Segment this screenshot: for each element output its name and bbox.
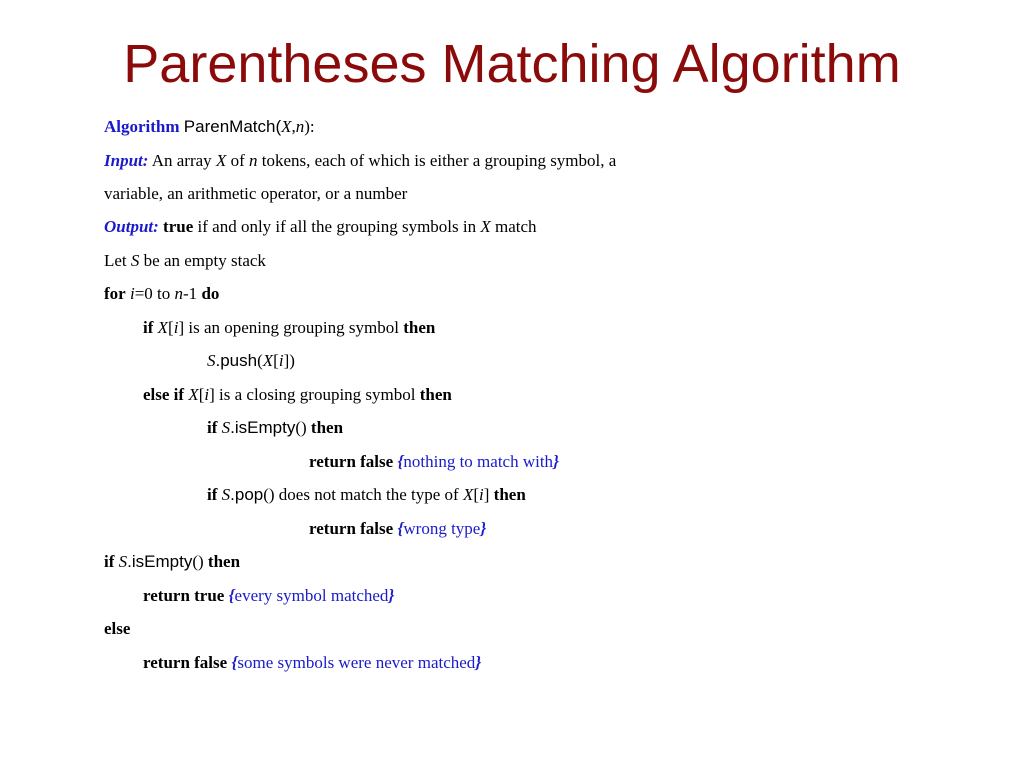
- var-x: X: [188, 385, 199, 404]
- then-keyword: then: [419, 385, 452, 404]
- then-keyword: then: [403, 318, 436, 337]
- comment-brace-close: }: [475, 653, 482, 672]
- var-s: S: [207, 351, 216, 370]
- paren-pair: (): [192, 552, 204, 571]
- var-s: S: [221, 418, 231, 437]
- return-false-keyword: return false: [309, 519, 394, 538]
- bracket-open: [: [273, 351, 279, 370]
- loop-var-i: i: [129, 284, 135, 303]
- return-true-line: [143, 585, 394, 607]
- comment-text: wrong type: [403, 519, 481, 538]
- bracket-close: ]: [483, 485, 490, 504]
- var-s: S: [118, 552, 128, 571]
- if-pop-line: [207, 484, 526, 506]
- stack-init-text-1: Let: [104, 251, 131, 270]
- if-keyword: if: [104, 552, 115, 571]
- stack-init-text-2: be an empty stack: [139, 251, 266, 270]
- for-loop-line: [104, 283, 219, 305]
- then-keyword: then: [310, 418, 344, 437]
- var-x: X: [157, 318, 169, 337]
- var-i: i: [173, 318, 179, 337]
- stack-var-s: S: [130, 251, 140, 270]
- bracket-paren-close: ]): [283, 351, 295, 370]
- input-continuation-text: variable, an arithmetic operator, or a number: [104, 184, 408, 203]
- stack-init-line: [104, 250, 266, 272]
- param-x: X: [281, 117, 292, 136]
- param-separator: ,: [291, 117, 296, 136]
- return-false-never-line: [143, 652, 481, 674]
- push-method: .push: [215, 351, 258, 370]
- param-close: ):: [304, 117, 315, 136]
- if-keyword: if: [207, 418, 218, 437]
- var-i: i: [278, 351, 284, 370]
- paren-open: (: [257, 351, 263, 370]
- var-s: S: [221, 485, 231, 504]
- comment-text: every symbol matched: [234, 586, 389, 605]
- loop-text-1: =0 to: [134, 284, 175, 303]
- bracket-close: ]: [178, 318, 185, 337]
- if-opening-text: is an opening grouping symbol: [184, 318, 404, 337]
- pop-method: .pop: [230, 485, 264, 504]
- input-text-3: tokens, each of which is either a grouping symbol, a: [257, 151, 617, 170]
- comment-text: some symbols were never matched: [237, 653, 476, 672]
- output-label: Output:: [104, 217, 159, 236]
- output-var-x: X: [480, 217, 491, 236]
- then-keyword: then: [493, 485, 526, 504]
- bracket-open: [: [473, 485, 479, 504]
- comment-brace-close: }: [480, 519, 487, 538]
- param-n: n: [295, 117, 305, 136]
- var-x: X: [462, 485, 474, 504]
- var-i: i: [479, 485, 484, 504]
- loop-text-2: -1: [183, 284, 202, 303]
- else-line: [104, 618, 130, 640]
- else-if-keyword: else if: [143, 385, 185, 404]
- output-true-keyword: true: [163, 217, 194, 236]
- else-keyword: else: [104, 619, 131, 638]
- return-false-nothing-line: [309, 451, 559, 473]
- do-keyword: do: [201, 284, 220, 303]
- algorithm-header: [104, 116, 315, 138]
- isempty-method: .isEmpty: [230, 418, 296, 437]
- push-line: [207, 350, 295, 372]
- input-var-x: X: [215, 151, 227, 170]
- final-if-line: [104, 551, 240, 573]
- comment-text: nothing to match with: [403, 452, 554, 471]
- comment-brace-open: {: [397, 519, 404, 538]
- bracket-close: ]: [209, 385, 215, 404]
- bracket-open: [: [168, 318, 174, 337]
- if-keyword: if: [143, 318, 154, 337]
- input-text-2: of: [226, 151, 249, 170]
- output-text-1: if and only if all the grouping symbols in: [193, 217, 481, 236]
- output-text-2: match: [490, 217, 537, 236]
- algorithm-keyword: Algorithm: [104, 117, 180, 136]
- var-x: X: [262, 351, 274, 370]
- input-var-n: n: [249, 151, 258, 170]
- input-text-1: An array: [151, 151, 216, 170]
- input-label: Input:: [104, 151, 149, 170]
- else-if-closing-line: [143, 384, 452, 406]
- for-keyword: for: [104, 284, 126, 303]
- comment-brace-open: {: [228, 586, 235, 605]
- input-continuation: [104, 183, 407, 205]
- comment-brace-open: {: [397, 452, 404, 471]
- var-i: i: [204, 385, 210, 404]
- if-opening-line: [143, 317, 435, 339]
- isempty-method: .isEmpty: [127, 552, 193, 571]
- loop-var-n: n: [174, 284, 184, 303]
- comment-brace-close: }: [553, 452, 559, 471]
- if-keyword: if: [207, 485, 218, 504]
- comment-brace-open: {: [231, 653, 238, 672]
- return-true-keyword: return true: [143, 586, 225, 605]
- if-isempty-line: [207, 417, 343, 439]
- algorithm-name: ParenMatch(: [183, 117, 282, 136]
- return-false-keyword: return false: [309, 452, 394, 471]
- comment-brace-close: }: [388, 586, 395, 605]
- output-line: [104, 216, 537, 238]
- else-if-text: is a closing grouping symbol: [214, 385, 420, 404]
- return-false-keyword: return false: [143, 653, 228, 672]
- pop-text: () does not match the type of: [263, 485, 463, 504]
- input-line: [104, 150, 616, 172]
- slide-title: Parentheses Matching Algorithm: [123, 34, 901, 94]
- bracket-open: [: [198, 385, 205, 404]
- paren-pair: (): [295, 418, 307, 437]
- return-false-wrong-line: [309, 518, 486, 540]
- then-keyword: then: [207, 552, 241, 571]
